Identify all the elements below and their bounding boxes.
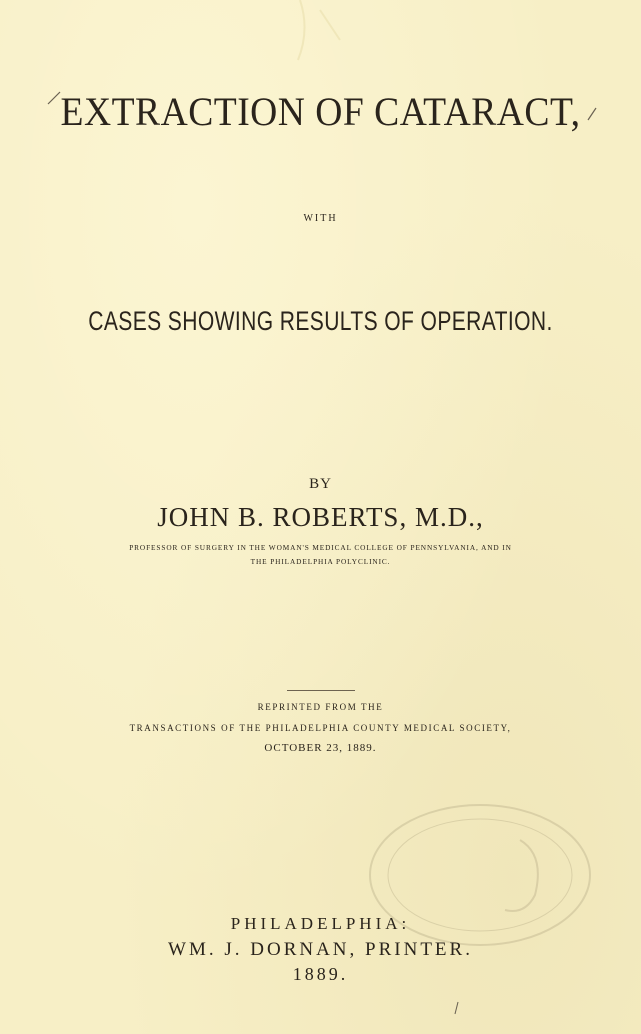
pencil-tick-bottom (455, 1002, 458, 1014)
author-name: JOHN B. ROBERTS, M.D., (157, 502, 484, 532)
imprint-printer: WM. J. DORNAN, PRINTER. (168, 939, 473, 960)
source-publication: TRANSACTIONS OF THE PHILADELPHIA COUNTY MEDICAL SOCIETY, (129, 723, 512, 733)
bleed-through-mark (298, 0, 340, 60)
author-credential-line-2: THE PHILADELPHIA POLYCLINIC. (250, 557, 391, 566)
by-label: BY (309, 476, 332, 492)
imprint-year: 1889. (292, 964, 349, 984)
reprint-notice: REPRINTED FROM THE (257, 702, 384, 712)
imprint-city: PHILADELPHIA: (230, 914, 411, 933)
subtitle: CASES SHOWING RESULTS OF OPERATION. (88, 306, 553, 336)
divider-rule (287, 690, 355, 691)
publication-date: OCTOBER 23, 1889. (264, 742, 377, 754)
author-credential-line-1: PROFESSOR OF SURGERY IN THE WOMAN'S MEDICAL COLLEGE OF PENNSYLVANIA, AND IN (129, 543, 512, 552)
main-title: EXTRACTION OF CATARACT, (60, 89, 581, 134)
with-connector: WITH (303, 213, 338, 224)
